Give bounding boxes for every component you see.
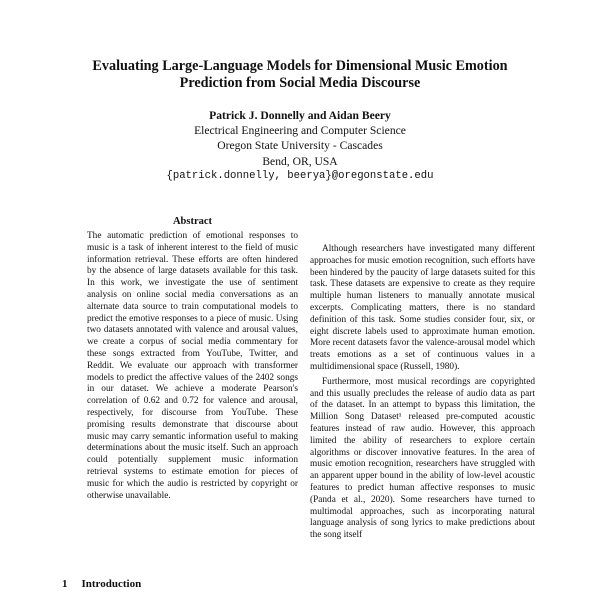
paper-title [40,58,560,92]
author-location: Bend, OR, USA [262,154,338,168]
abstract-text: The automatic prediction of emotional responses to music is a task of inherent interest to the field of music information retrieval. These efforts are often hindered by the absence of large datasets available for this task. In this work, we investigate the use of sentiment analysis on online social media conversations as an alternate data source to train computational models to predict the emotive responses to a piece of music. Using two datasets annotated with valence and arousal values, we create a corpus of social media commentary for these songs extracted from YouTube, Twitter, and Reddit. We evaluate our approach with transformer models to predict the affective values of the 2402 songs in our dataset. We achieve a moderate Pearson's correlation of 0.62 and 0.72 for valence and arousal, respectively, for discourse from YouTube. These promising results demonstrate that discourse about music may carry semantic information useful to making determinations about the music itself. Such an approach could potentially supplement music information retrieval systems to estimate emotion for pieces of music for which the audio is restricted by copyright or otherwise unavailable. [87,231,298,501]
intro-paragraph-2: Furthermore, most musical recordings are copyrighted and this usually precludes the release of audio data as part of the dataset. In an attempt to bypass this limitation, the Million Song Dataset¹ released pre-computed acoustic features instead of raw audio. However, this approach limited the ability of researchers to explore certain algorithms or discover innovative features. In the area of music emotion recognition, researchers have struggled with an apparent upper bound in the ability of low-level acoustic features to predict human affective responses to music (Panda et al., 2020). Some researchers have turned to multimodal approaches, such as incorporating natural language analysis of song lyrics to make predictions about the song itself [310,376,535,541]
section-number: 1 [62,578,68,590]
section-heading-introduction [62,578,141,590]
author-university: Oregon State University - Cascades [217,139,383,153]
paper-title-line-1: Evaluating Large-Language Models for Dimensional Music Emotion [92,58,508,74]
abstract-column [87,231,298,502]
abstract-heading: Abstract [172,216,213,227]
right-column [310,244,535,542]
author-department: Electrical Engineering and Computer Science [194,124,406,138]
intro-paragraph-1: Although researchers have investigated many different approaches for music emotion recognition, such efforts have been hindered by the paucity of large datasets suited for this task. These datasets are expensive to create as they require multiple human listeners to manually annotate musical excerpts. Complicating matters, there is no standard definition of this task. Some studies consider four, six, or eight discrete labels used to approximate human emotion. More recent datasets favor the valence-arousal model which treats emotions as a set of continuous values in a multidimensional space (Russell, 1980). [310,244,535,372]
author-email: {patrick.donnelly, beerya}@oregonstate.edu [166,169,434,182]
paper-title-line-2: Prediction from Social Media Discourse [179,75,421,91]
section-title: Introduction [81,578,142,590]
author-names: Patrick J. Donnelly and Aidan Beery [209,109,391,122]
author-block [40,108,560,184]
